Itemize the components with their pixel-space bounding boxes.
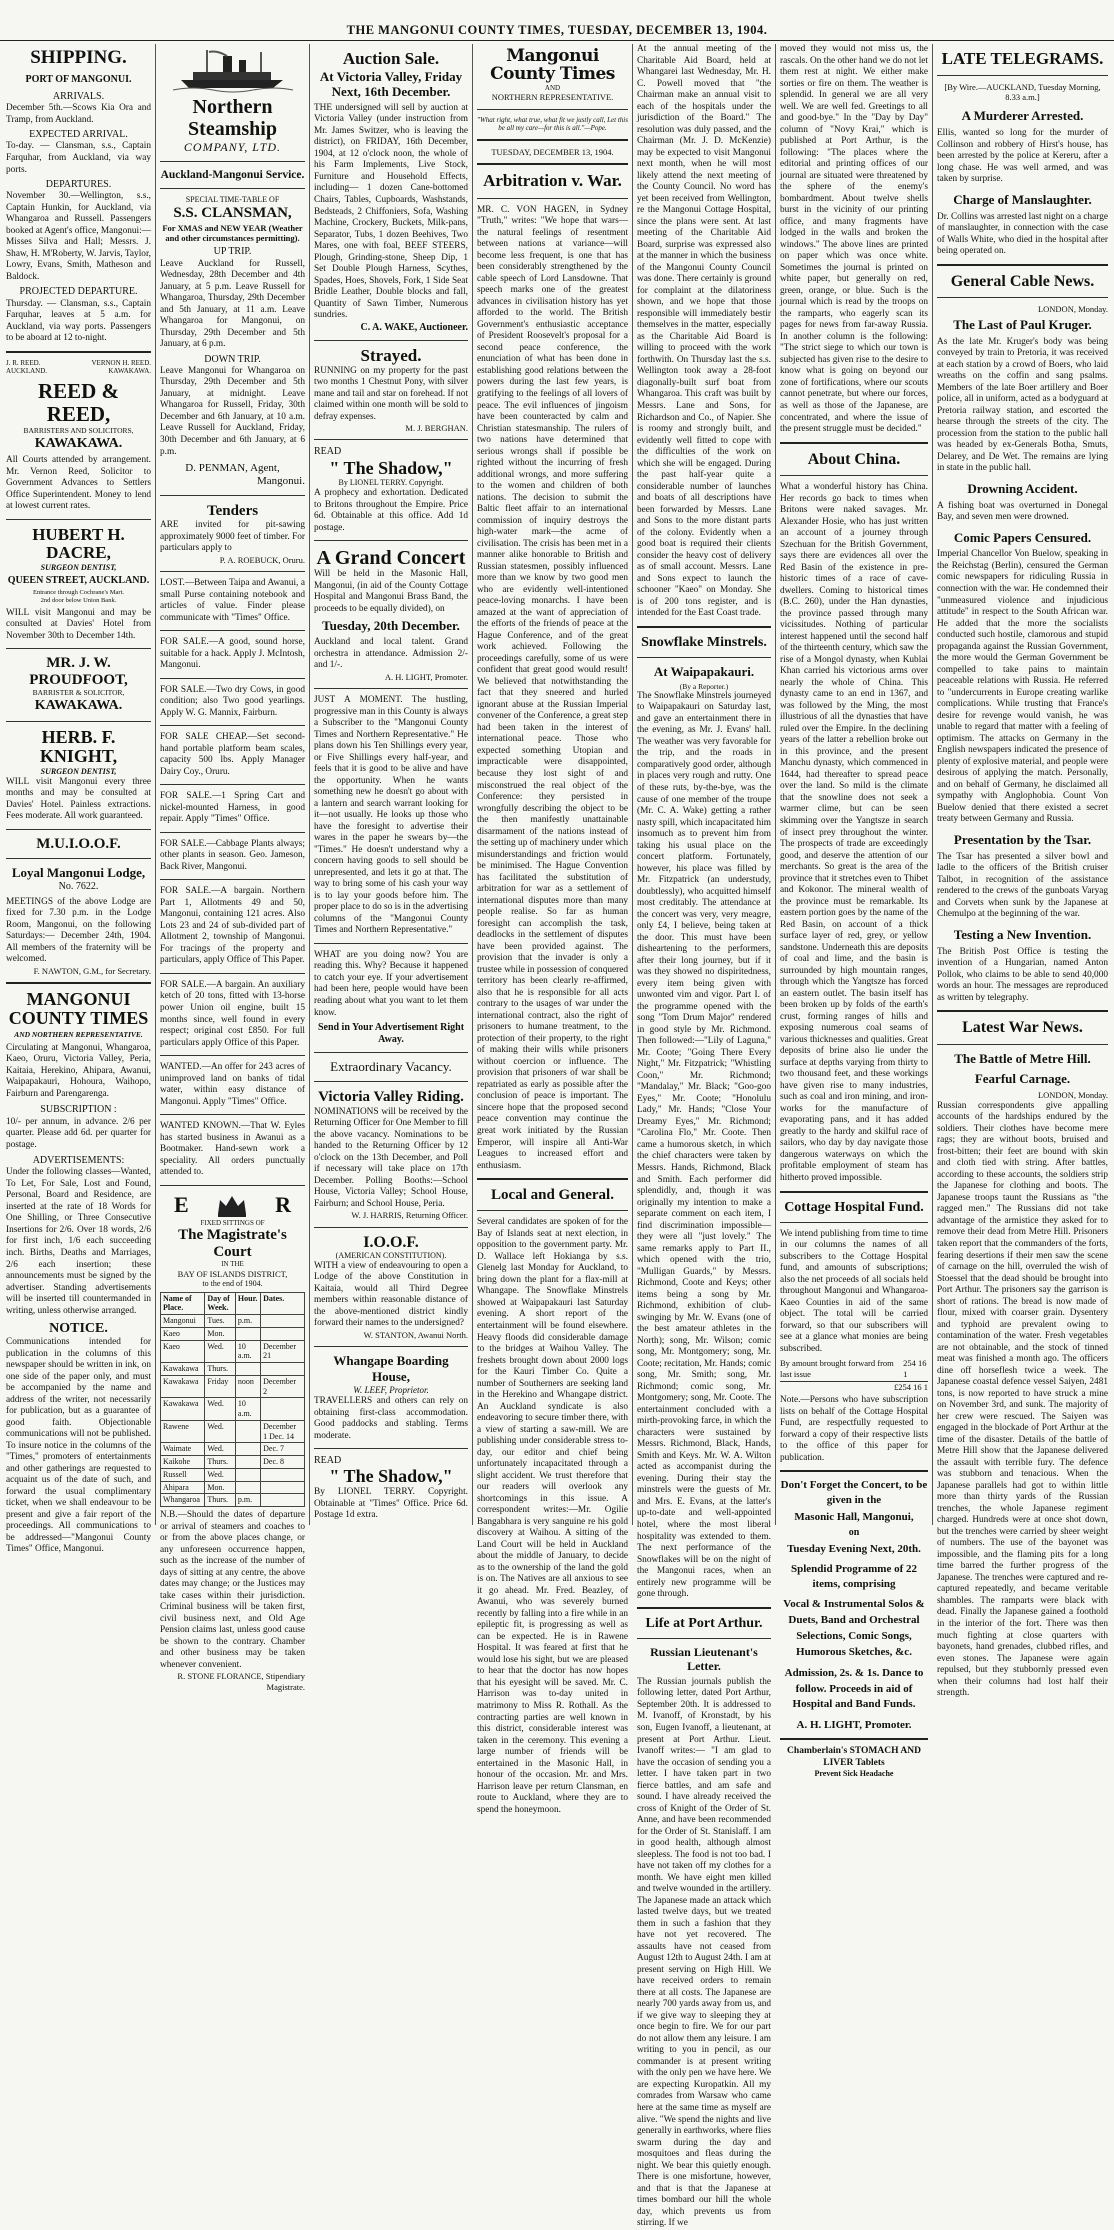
sittings-cell: Kawakawa — [161, 1375, 205, 1398]
sittings-cell: Wed. — [205, 1398, 236, 1421]
sale-ad-2: FOR SALE.—Two dry Cows, in good condition; also Two good yearlings. Apply W. G. Mannix, Fairburn. — [160, 684, 305, 718]
nameplate-subtitle: NORTHERN REPRESENTATIVE. — [491, 92, 614, 103]
sittings-cell: Ahipara — [161, 1481, 205, 1494]
knight-text: WILL visit Mangonui every three months and may be consulted at Davies' Hotel. Painless extractions. Fees moderate. All work guaranteed. — [6, 776, 151, 822]
sittings-cell — [261, 1398, 305, 1421]
column-3 — [310, 44, 472, 1525]
london-dateline-2: LONDON, Monday. — [1037, 1090, 1108, 1101]
firm-left: J. R. REED. — [6, 358, 41, 367]
lodge-title: Loyal Mangonui Lodge, — [11, 865, 146, 881]
cottage-forward-row — [780, 1358, 928, 1379]
war-news-title: Latest War News. — [962, 1019, 1083, 1037]
read-label-1: READ — [314, 446, 342, 458]
riding-sign: W. J. HARRIS, Returning Officer. — [351, 1210, 468, 1221]
lodge-sign: F. NAWTON, G.M., for Secretary. — [33, 965, 151, 976]
sittings-cell: Wed. — [205, 1420, 236, 1443]
auction-place: At Victoria Valley, Friday Next, 16th December. — [319, 68, 463, 100]
sittings-cell: p.m. — [235, 1494, 260, 1507]
sittings-cell: noon — [235, 1375, 260, 1398]
sittings-cell: December 2 — [261, 1375, 305, 1398]
arrivals-title: ARRIVALS. — [52, 91, 105, 103]
down-trip-title: DOWN TRIP. — [204, 353, 261, 365]
cottage-forward-amount: 254 16 1 — [903, 1358, 927, 1379]
dacre-sub: SURGEON DENTIST, — [40, 563, 117, 573]
promo-line-4: Tuesday Evening Next, 20th. — [787, 1542, 921, 1555]
departures-text: November 30.—Wellington, s.s., Captain Hunkin, for Auckland, via Whangaroa and Russell. Passengers booked at Agent's office, Mangonui:—Misses Silva and Hall; Messrs. J. Shaw, H. M'Roberty, W. Jarvis, Taylor, Lowry, Evans, Smith, Matheson and Baldock. — [6, 191, 151, 282]
promo-line-3: on — [848, 1527, 860, 1539]
arrivals-text: December 5th.—Scows Kia Ora and Tramp, from Auckland. — [6, 103, 151, 125]
column-1 — [2, 44, 155, 1555]
steamship-icon — [173, 46, 293, 94]
sittings-cell — [261, 1327, 305, 1340]
knight-sub: SURGEON DENTIST, — [40, 767, 117, 777]
proudfoot-title: MR. J. W. PROUDFOOT, — [29, 655, 128, 688]
late-telegrams-title: LATE TELEGRAMS. — [941, 49, 1104, 68]
sittings-cell: Wed. — [205, 1468, 236, 1481]
sittings-row — [161, 1494, 305, 1507]
moment-question: WHAT are you doing now? You are reading this. Why? Because it happened to catch your eye. If your advertisement had been here, people would have been reading about what you want to let them know. — [314, 949, 468, 1018]
strayed-sign: M. J. BERGHAN. — [405, 423, 468, 434]
lodge-text: MEETINGS of the above Lodge are fixed for 7.30 p.m. in the Lodge Room, Mangonui, on the following Saturdays:— December 24th, 1904. All members of the fraternity will be welcomed. — [6, 896, 151, 965]
comic-title: Comic Papers Censured. — [953, 529, 1092, 545]
timetable-title: SPECIAL TIME-TABLE OF — [185, 194, 280, 204]
masthead — [0, 0, 1114, 41]
sittings-cell — [261, 1363, 305, 1376]
sittings-cell: Kaikohe — [161, 1456, 205, 1469]
cottage-note: Note.—Persons who have subscription lists on behalf of the Cottage Hospital Fund, are respectfully requested to forward a copy of their respective lists to the office of this paper for publication. — [780, 1395, 928, 1463]
projected-title: PROJECTED DEPARTURE. — [19, 286, 138, 298]
iogf-sign: W. STANTON, Awanui North. — [363, 1330, 468, 1340]
tablets-ad-sub: Prevent Sick Headache — [814, 1769, 894, 1779]
firm-left-sub: AUCKLAND. — [6, 367, 48, 376]
sittings-cell: Tues. — [205, 1315, 236, 1328]
column-6 — [776, 44, 932, 1779]
column-5 — [633, 44, 775, 2229]
sittings-header-cell: Hour. — [235, 1292, 260, 1315]
murder-title: A Murderer Arrested. — [961, 108, 1084, 124]
sale-ad-3: FOR SALE CHEAP.—Set second-hand portable platform beam scales, capacity 500 lbs. Apply Manager Dairy Coy., Oruru. — [160, 732, 305, 777]
sittings-cell: 10 a.m. — [235, 1398, 260, 1421]
wanted-ad-2: WANTED KNOWN.—That W. Eyles has started business in Awanui as a Bootmaker. Hand-sewn work a speciality. All orders punctually attended to. — [160, 1121, 305, 1178]
column-2 — [156, 44, 309, 1692]
sittings-cell: Rawene — [161, 1420, 205, 1443]
auction-title: Auction Sale. — [342, 49, 440, 68]
hospital-text: At the annual meeting of the Charitable Aid Board, held at Whangarei last Wednesday, Mr. H. C. Powell moved that "the Chairman make an annual visit to each of the hospitals under the jurisdiction of the Board." The resolution was duly passed, and the Chairman (Mr. J. D. McKenzie) may be expected to visit Mangonui next month, when he will most likely attend the next meeting of the County Council. No word has yet been received from Wellington, re the Mangonui Cottage Hospital, since the plans were sent. At last meeting of the Charitable Aid Board, surprise was expressed also at the manner in which the business of the Mangonui County Council was done. There certainly is ground for complaint at the dilatoriness shown, and we hope that those responsible will immediately bestir themselves in the matter, especially as the Charitable Aid Board is willing to proceed with the work forthwith. On Thursday last the s.s. Wellington took away a 28-foot diagonally-built surf boat from Whangaroa. This craft was built by Messrs. Lane and Sons, for Richardson and Co., of Napier. She is roomy and strongly built, and evidently well fitted to cope with the difficulties of the work on which she will be engaged. During the past half-year quite a considerable number of launches and boats of all descriptions have been forwarded by Messrs. Lane and Sons to the more distant parts of the colony. Evidently when a good boat is required their clients consider the heavy cost of delivery as of small account. Messrs. Lane and Sons expect to launch the schooner "Kaeo" on Monday. She is of 200 tons register, and is intended for the East Coast trade. — [637, 44, 771, 619]
mct-text: Circulating at Mangonui, Whangaroa, Kaeo, Oruru, Victoria Valley, Peria, Kaitaia, Herekino, Ahipara, Awanui, Waipapakauri, Hohoura, Waihopo, Fairburn and Parengarenga. — [6, 1042, 151, 1099]
promo-line-6: Vocal & Instrumental Solos & Duets, Band and Orchestral Selections, Comic Songs, Humorous Sketches, &c. — [783, 1597, 925, 1658]
departures-title: DEPARTURES. — [45, 179, 112, 191]
company-subtitle: COMPANY, LTD. — [183, 140, 282, 154]
firm-right-sub: KAWAKAWA. — [108, 367, 151, 376]
column-7 — [933, 44, 1112, 1699]
comic-text: Imperial Chancellor Von Buelow, speaking in the Reichstag (Berlin), censured the German comic newspapers for ridiculing Russia in connection with the war. He condemned their "unmeasured violence and injudicious attitude" in respect to the South African war. He added that the more the socialists conducted such hostile, clamorous and stupid propaganda against the Russian Government, the more would the German Government be compelled to take pains to maintain peaceable relations with Russia. He referred to "undercurrents in Europe creating warlike complications. While trusting that France's desire for revenge would vanish, he was unable to regard that matter with a feeling of optimism. The attacks on Germany in the English newspapers indicated the presence of plenty of explosive material, and people were desirous of applying the match. Personally, and on behalf of Germany, he disclaimed all sympathy with Anglophobia. Count Von Buelow denied that there existed a secret treaty between Germany and Russia. — [937, 549, 1108, 825]
lost-ad: LOST.—Between Taipa and Awanui, a small Purse containing notebook and articles of value. Finder please communicate with "Times" Office. — [160, 578, 305, 623]
auction-text: THE undersigned will sell by auction at Victoria Valley (under instruction from Mr. James Switzer, who is leaving the district), on FRIDAY, 16th December, 1904, at 12 o'clock noon, the whole of his Farm Implements, Live Stock, Furniture and Household Effects, including— 1 dozen Cane-bottomed Chairs, Tables, Cupboards, Washstands, Bedsteads, 2 Chiffoniers, Sofa, Washing Machine, Crockery, Buckets, Milk-pans, Separator, Tubs, 1 dozen Beehives, Two Mares, one with foal, BEEF STEERS, Plough, Grinding-stone, Sheep Dip, 1 Set Double Plough Harness, Scythes, Spades, Hoes, Shovels, Fork, 1 Side Seat Bridle Leather, Double blocks and fall, Quantity of Sawn Timber, Numerous sundries. — [314, 102, 468, 321]
down-trip-text: Leave Mangonui for Whangaroa on Thursday, 29th December and 5th January, at midnight. Leave Whangaroa for Russell, Friday, 30th December and 6th January, at 10 a.m. Leave Russell for Auckland, Friday, 30th December and 6th January, at 6 p.m. — [160, 365, 305, 457]
sittings-cell: December 1 Dec. 14 — [261, 1420, 305, 1443]
dacre-text: WILL visit Mangonui and may be consulted at Davies' Hotel from November 30th to December 14th. — [6, 607, 151, 641]
strayed-text: RUNNING on my property for the past two months 1 Chestnut Pony, with silver mane and tail and star on forehead. If not claimed within one month will be sold to defray expenses. — [314, 365, 468, 422]
invention-text: The British Post Office is testing the invention of a Hungarian, named Anton Pollok, who claims to be able to send 40,000 words an hour. The messages are reproduced as written by telegraphy. — [937, 946, 1108, 1003]
expected-text: To-day. — Clansman, s.s., Captain Farquhar, from Auckland, via way ports. — [6, 141, 151, 175]
riding-title: Victoria Valley Riding. — [318, 1089, 464, 1106]
reed-sub: BARRISTERS AND SOLICITORS, — [23, 425, 134, 435]
royal-crest — [160, 1192, 305, 1219]
concert-title: A Grand Concert — [316, 547, 466, 570]
sittings-cell: Mon. — [205, 1481, 236, 1494]
projected-text: Thursday. — Clansman, s.s., Captain Farquhar, leaves at 5 a.m. for Auckland, via way ports. Passengers to be aboard at 12 to-night. — [6, 298, 151, 344]
concert-text-2: Auckland and local talent. Grand orchestra in attendance. Admission 2/- and 1/-. — [314, 637, 468, 671]
kruger-text: As the late Mr. Kruger's body was being conveyed by train to Pretoria, it was received at each station by a crowd of Boers, who laid wreaths on the coffin and sang psalms. Members of the late Boer artillery and Boer police, all in uniform, acted as a bodyguard at Pretoria railway station, and escorted the hearse through the streets of the city. The procession from the station to the public hall was headed by ex-Generals Botha, Smuts, Delarey, and De Wet. The remains are lying in state in the public hall. — [937, 336, 1108, 474]
sittings-row — [161, 1315, 305, 1328]
sale-ad-1: FOR SALE.—A good, sound horse, suitable for a hack. Apply J. McIntosh, Mangonui. — [160, 637, 305, 671]
sittings-cell: Wed. — [205, 1340, 236, 1363]
whangape-title: Whangape Boarding House, — [333, 1353, 449, 1385]
dacre-entrance: Entrance through Cochrane's Mart. — [32, 588, 125, 596]
riding-text: NOMINATIONS will be received by the Returning Officer for One Member to fill the above vacancy. Nominations to be handed to the Returning Officer by 12 o'clock on the 13th December, and Poll if necessary will take place on 17th December. Polling Booths:—School House, Victoria Valley; School House, Fairburn; and School House, Peria. — [314, 1106, 468, 1209]
sittings-note: N.B.—Should the dates of departure or arrival of steamers and coaches to or from the above places change, or any unforeseen occurrence happen, such as the increase of the number of days of sitting at any centre, the above dates may change; or the Justices may take cases within their jurisdiction. Criminal business will be taken first, civil business next, and Old Age Pension claims last, unless good cause be shown to the contrary. Chamber and other business may be taken whenever convenient. — [160, 1510, 305, 1670]
motto: "What right, what true, what fit we justly call, Let this be all my care—for this is all."—Pope. — [477, 115, 628, 133]
snowflake-title: Snowflake Minstrels. — [641, 634, 767, 650]
sittings-cell: Mangonui — [161, 1315, 205, 1328]
whangape-text: TRAVELLERS and others can rely on obtaining first-class accommodation. Good paddocks and stabling. Terms moderate. — [314, 1396, 468, 1441]
sittings-cell: Thurs. — [205, 1494, 236, 1507]
cottage-total: £254 16 1 — [780, 1381, 928, 1392]
sittings-row — [161, 1363, 305, 1376]
reed-place: KAWAKAWA. — [34, 435, 123, 451]
sittings-cell: Kawakawa — [161, 1398, 205, 1421]
mct-title: MANGONUI COUNTY TIMES — [8, 988, 149, 1028]
arbitration-title: Arbitration v. War. — [483, 171, 622, 190]
advertisements-title: ADVERTISEMENTS: — [32, 1155, 125, 1167]
auction-sign: C. A. WAKE, Auctioneer. — [360, 321, 468, 333]
whangape-subtitle: W. LEEF, Proprietor. — [353, 1385, 429, 1396]
proudfoot-sub: BARRISTER & SOLICITOR, — [32, 688, 125, 698]
port-arthur-continued: moved they would not miss us, the rascals. On the other hand we do not let them rest at night. We either make sorties or fire on them. The weather is splendid. In general we are all very well. We are well fed. Greetings to all and good-bye." In the "Day by Day" column of "Novy Krai," which is published at Port Arthur, is the following: "The places where the editorial and printing offices of our journal are situated were threatened by the sphere of the enemy's bombardment. About twelve shells burst in the vicinity of our printing office, and many fragments have lodged in the walls and broken the windows." The above lines are printed on paper which was once white. Sometimes the journal is printed on white paper, but generally on red, green, orange, or blue. Such is the journal which is read by the troops on the ramparts, who eagerly scan its pages for news from far-away Russia. In another column is the following: "The strict siege to which our town is subjected has given rise to the desire to know what is going on beyond our zone of fortifications, where our scouts cannot penetrate, but where our forces, as well as those of the Japanese, are concentrated, and where the issue of the present struggle must be decided." — [780, 44, 928, 435]
magistrate-in: IN THE — [221, 1260, 244, 1269]
sittings-cell: Kaeo — [161, 1340, 205, 1363]
sittings-cell: Mon. — [205, 1327, 236, 1340]
sittings-cell — [235, 1420, 260, 1443]
sittings-cell: Whangaroa — [161, 1494, 205, 1507]
sittings-header-cell: Day of Week. — [205, 1292, 236, 1315]
shadow-by-1: By LIONEL TERRY. Copyright. — [338, 478, 444, 488]
snowflake-by: (By a Reporter.) — [679, 681, 729, 691]
sittings-row — [161, 1443, 305, 1456]
cottage-text: We intend publishing from time to time in our columns the names of all subscribers to the Cottage Hospital fund, and amounts of subscriptions; also the net proceeds of all socials held throughout Mangonui and Whangaroa-Kaeo Counties in aid of the same object. The total will be carried forward, so that our subscribers will see at a glance what monies are being subscribed. — [780, 1228, 928, 1354]
sittings-cell — [235, 1363, 260, 1376]
sittings-cell: Wed. — [205, 1443, 236, 1456]
sittings-cell: Friday — [205, 1375, 236, 1398]
tenders-sign: P. A. ROEBUCK, Oruru. — [219, 554, 305, 565]
subscription-title: SUBSCRIPTION : — [40, 1104, 117, 1116]
dacre-floor: 2nd door below Union Bank. — [40, 596, 117, 604]
crest-letter-right: R — [275, 1191, 291, 1217]
sittings-row — [161, 1456, 305, 1469]
magistrate-end: to the end of 1904. — [202, 1278, 263, 1288]
dacre-address: QUEEN STREET, AUCKLAND. — [7, 574, 150, 586]
read-label-2: READ — [314, 1455, 342, 1467]
cable-title: General Cable News. — [950, 272, 1095, 290]
sittings-cell: Kaeo — [161, 1327, 205, 1340]
agent-place: Mangonui. — [257, 475, 305, 488]
sittings-sign: R. STONE FLORANCE, Stipendiary Magistrate. — [177, 1671, 305, 1692]
metre-hill-title: The Battle of Metre Hill. — [954, 1050, 1091, 1066]
sittings-row — [161, 1468, 305, 1481]
sittings-header-cell: Name of Place. — [161, 1292, 205, 1315]
ship-note: For XMAS and NEW YEAR (Weather and other circumstances permitting). — [162, 222, 303, 244]
sittings-row — [161, 1375, 305, 1398]
sittings-cell: p.m. — [235, 1315, 260, 1328]
dateline: TUESDAY, DECEMBER 13, 1904. — [491, 146, 614, 157]
reed-text: All Courts attended by arrangement. Mr. Vernon Reed, Solicitor to Government Advances to Settlers Office Superintendent. Money to lend at lowest current rates. — [6, 455, 151, 512]
promo-line-1: Don't Forget the Concert, to be given in the — [780, 1479, 928, 1506]
promo-line-2: Masonic Hall, Mangonui, — [794, 1511, 914, 1524]
nameplate-and: AND — [544, 83, 561, 92]
tenders-title: Tenders — [206, 502, 259, 519]
shadow-title-1: " The Shadow," — [329, 457, 453, 478]
charge-text: Dr. Collins was arrested last night on a charge of manslaughter, in connection with the case of Walls White, who died in the hospital after being operated on. — [937, 211, 1109, 257]
port-arthur-title: Life at Port Arthur. — [645, 1615, 763, 1631]
concert-text: Will be held in the Masonic Hall, Mangonui, (in aid of the County Cottage Hospital and Mangonui Brass Band, the proceeds to be equally divided), on — [314, 569, 468, 614]
column-4 — [473, 44, 632, 1815]
local-text: Several candidates are spoken of for the Bay of Islands seat at next election, in opposition to the government party. Mr. D. Wallace left Hokianga by s.s. Glenelg last Monday for Auckland, to bring down the plant for a flax-mill at Whangape. The Snowflake Minstrels showed at Waipapakauri last Saturday evening. A short report of the entertainment will be found elsewhere. Heavy floods did considerable damage to the bridges at Waihou Valley. The freshets brought down about 2000 logs for the Kauri Timber Co. Quite a number of Southerners are seeking land in the Herekino and Whangape district. An Auckland syndicate is also endeavoring to secure timber there, with a view of starting a saw-mill. We are publishing under considerable stress to-day, our editor and chief being unfortunately incapacitated through a slight accident. We trust therefore that our readers will overlook any shortcomings in this issue. A correspondent writes:—Mr. Ogilie Bangabhara is very sanguine re his gold discovery at Waihou. A sitting of the Land Court will be held in Auckland about the middle of January, to decide as to the ownership of the land the gold is on. The Natives are all anxious to see it go ahead. Mr. Fred. Beazley, of Awanui, who was severely burned recently by falling into a fire while in an epileptic fit, is progressing as well as can be expected. He is in Rawene Hospital. It was feared at first that he would lose his sight, but we are pleased to hear that the doctor has now hopes that his eyesight will be saved. Mr. C. Harrison was to-day united in matrimony to Miss R. Rothall. As the contracting parties are well known in this district, considerable interest was taken in the ceremony. This evening a large number of friends will be entertained in the Masonic Hall, in honour of the occasion. Mr. and Mrs. Harrison leave per return Clansman, en route to Auckland, where they are to spend the honeymoon. — [477, 1217, 628, 1815]
sittings-cell — [261, 1468, 305, 1481]
company-title: Northern Steamship — [188, 96, 277, 140]
firm-names — [6, 359, 151, 376]
sittings-row — [161, 1327, 305, 1340]
strayed-title: Strayed. — [360, 345, 422, 365]
presentation-text: The Tsar has presented a silver bowl and ladle to the officers of the British cruiser Talbot, in recognition of the assistance rendered to the crews of the gunboats Varyag and Corvets when sunk by the Japanese at Chemulpo at the beginning of the war. — [937, 851, 1108, 920]
sittings-cell — [261, 1494, 305, 1507]
murder-text: Ellis, wanted so long for the murder of Collinson and robbery of Hirst's house, has been arrested by the police at Kereru, after a long chase. He was well armed, and was taken by surprise. — [937, 128, 1108, 185]
iogf-subtitle: (AMERICAN CONSTITUTION). — [335, 1251, 447, 1261]
cottage-title: Cottage Hospital Fund. — [784, 1199, 924, 1215]
sittings-cell: Waimate — [161, 1443, 205, 1456]
concert-sign: A. H. LIGHT, Promoter. — [384, 671, 468, 682]
port-arthur-text: The Russian journals publish the following letter, dated Port Arthur, September 20th. It is addressed to M. Ivanoff, of Kronstadt, by his son, Eugen Ivanoff, a lieutenant, at present at Port Arthur. Lieut. Ivanoff writes:— "I am glad to have the occasion of sending you a letter. I have taken part in two fierce battles, and am safe and sound. I have already received the cross of Knight of the Order of St. Anne, and have been recommended for the Order of St. Stanislaff. I am in good health, although almost sleepless. The food is not too bad. I have not taken off my clothes for a month. We have eight men killed and twelve wounded in the artillery. The Japanese made an attack which lasted twelve days, but we treated them in such a fashion that they have not yet recovered. The assaults have not ceased from August 12th to August 24th. I am at present serving on High Hill. We have received orders to remain there at all costs. The Japanese are nearly 700 yards away from us, and if we give way to sleeping they at once begin to fire. We for our part do not allow them any leisure. I am writing to you in pencil, as our commander is at present writing with the only pen we have here. We are expecting Kuropatkin. All my comrades from Warsaw who came here at the same time as myself are alive. "We spend the nights and live generally in earthworks, where flies swarm during the day and mosquitoes and fleas during the night. We bear this quietly enough. There is one misfortune, however, and that is that the Japanese at times bombard our hill the whole day, which prevents us from stirring. If we — [637, 1676, 771, 2229]
proudfoot-place: KAWAKAWA. — [34, 698, 123, 714]
china-text: What a wonderful history has China. Her records go back to times when Britons were naked savages. Mr. Alexander Hosie, who has just written an account of a journey through Szechuan for the British Government, says there are evidences all over the Red Basin of the existence in pre-historic times of a race of cave-dwellers. Coming to historical times (B.C. 260), under the Han dynasties, the province passed through many vicissitudes. Nothing of particular interest happened until the second half of the thirteenth century, which saw the rise of a Mongol dynasty, when Kublai Khan carried his victorious arms over nearly the whole of China. This dynasty came to an end in 1367, and was followed by the Ming, the most illustrious of all the dynasties that have ruled over the Empire. In the declining years of the latter a rebellion broke out in this province, and the present Manchu dynasty, which commenced in 1644, had thereafter to spread peace over the land. So mild is the climate that the snowline does not seek a warmer clime, but can be seen skimming over the Yangtsze in search of insect prey throughout the winter. The prospects of trade are exceedingly good, and deserve the attention of our merchants. So great is the area of the province that it stretches even to Thibet and Kokonor. The mineral wealth of the province must be remarkable. Its eastern portion goes by the name of the Red Basin, on account of a thick surface layer of red, grey, or yellow sandstone. Underneath this are deposits of coal and lime, and the basin is surrounded by high mountain ranges, through which the Yangtsze has forced an eastern outlet. The basin itself has been broken up by folds of the earth's crust, forming ranges of hills and exposing numerous coal seams of various thicknesses and qualities. Great deposits of brine also lie under the surface at depths varying from thirty to two thousand feet, and these workings have given rise to many industries, such as coal and iron mining, and iron-works for the manufacture of evaporating pans, and it has added greatly to the hardy and skilful race of sailors, who day by day navigate those dangerous waterways on which the profitable employment of steam has hitherto proved impossible. — [780, 482, 928, 1183]
snowflake-text: The Snowflake Minstrels journeyed to Waipapakauri on Saturday last, and gave an entertainment there in the evening, as Mr. J. Evans' hall. The weather was very favorable for the trip, and the roads in comparatively good order, although in places very rough and rutty. One of these ruts, by-the-bye, was the cause of one member of the troupe (Mr. C. A. Wake) getting a rather nasty spill, which incapacitated him insomuch as to prevent him from taking his usual place on the concert platform. Fortunately, however, his place was filled by Mr. Fitzpatrick (an understudy, doubtlessly), who acquitted himself most creditably. The attendance at the concert was very, very meagre, only £4, I believe, being taken at the door. This must have been disheartening to the performers, after their long journey, but if it was they showed no dispiritedness, every item being given with unwonted vim and vigor. Part I. of the programme opened with the song "Tom Drum Major" rendered in good style by Mr. Richmond. Then followed:—"Lily of Laguna," Mr. Coote; "Going There Every Night," Mr. Fitzpatrick; "Whistling Coon," Mr. Richmond; "Mandalay," Mr. Black; "Goo-goo Eyes," Mr. Coote; "Honolulu Lady," Mr. Hands; "Close Your Dreamy Eyes," Mr. Richmond; "Carolina Flo," Mr. Coote. Then came a humorous sketch, in which the chief characters were taken by Messrs. Hands, Richmond, Black and Smith. Each performer did splendidly, and, though it was originally my intention to make a separate comment on each item, I find discrimination impossible—they were all "just lovely." The same remarks apply to Part II., which opened with the trio, "Mulligan Guards," by Messrs. Richmond, Coote and Keys; other items being a song by Mr. Richmond, exhibition of club-swinging by Mr. W. Evans (one of the best amateur athletes in the North); song, Mr. Wilson; comic song, Mr. Montgomery; song, Mr. Coote; recitation, Mr. Hands; comic song, Mr. Smith; song, Mr. Richmond; comic song, Mr. Montgomery; song, Mr. Coote. The entertainment concluded with a mirth-provoking farce, in which the characters were sustained by Messrs. Richmond, Black, Hands, Smith and Keys. Mr. W. A. Wilton acted as accompanist during the evening. During their stay the minstrels were the guests of Mr. and Mrs. E. Evans, at the latter's up-to-date and well-appointed hotel, where the most liberal hospitality was extended to them. The next performance of the Snowflakes will be on the night of the Mangonui races, when an entirely new programme will be gone through. — [637, 690, 771, 1600]
sittings-cell: Thurs. — [205, 1456, 236, 1469]
shadow-title-2: " The Shadow," — [329, 1466, 453, 1487]
magistrate-title: The Magistrate's Court — [178, 1227, 287, 1260]
carnage-title: Fearful Carnage. — [974, 1070, 1071, 1086]
drowning-title: Drowning Accident. — [967, 480, 1078, 496]
tenders-text: ARE invited for pit-sawing approximately 9000 feet of timber. For particulars apply to — [160, 520, 305, 554]
sittings-cell: Russell — [161, 1468, 205, 1481]
iogf-text: WITH a view of endeavouring to open a Lodge of the above Constitution in Kaitaia, would all Third Degree members within reasonable distance of the above-mentioned district kindly forward their names to the undersigned? — [314, 1260, 468, 1329]
sittings-row — [161, 1398, 305, 1421]
reed-title: REED & REED, — [37, 378, 120, 426]
sittings-cell — [261, 1481, 305, 1494]
subscription-text: 10/- per annum, in advance. 2/6 per quarter. Please add 6d. per quarter for postage. — [6, 1116, 151, 1150]
wanted-ad-1: WANTED.—An offer for 243 acres of unimproved land on banks of tidal water, within easy distance of Mangonui. Apply "Times" Office. — [160, 1062, 305, 1107]
invention-title: Testing a New Invention. — [953, 926, 1092, 942]
moment-close: Send in Your Advertisement Right Away. — [317, 1022, 465, 1046]
local-title: Local and General. — [491, 1187, 614, 1204]
sale-ad-5: FOR SALE.—Cabbage Plants always; other plants in season. Geo. Jameson, Back River, Mangonui. — [160, 838, 305, 872]
shadow-text-1: A prophecy and exhortation. Dedicated to Britons throughout the Empire. Price 6d. Obtainable at this office. Add 1d postage. — [314, 488, 468, 533]
shadow-text-2: By LIONEL TERRY. Copyright. Obtainable at "Times" Office. Price 6d. Postage 1d extra. — [314, 1487, 468, 1521]
sale-ad-7: FOR SALE.—A bargain. An auxiliary ketch of 20 tons, fitted with 13-horse power Union oil engine, built 15 months since, well found in every respect; original cost £850. For full particulars apply Office of this Paper. — [160, 979, 305, 1048]
china-title: About China. — [807, 450, 901, 468]
drowning-text: A fishing boat was overturned in Donegal Bay, and seven men were drowned. — [937, 500, 1108, 523]
war-text: Russian correspondents give appalling accounts of the hardships endured by the soldiers. Their clothes have become mere rags; they are without boots, bruised and frost-bitten; their feet are bound with skin and cloth tied with string. After battles, according to these accounts, the soldiers strip the Japanese for clothing and boots. The Japanese troops taunt the Russians as "the ragged men." The Russians did not take advantage of the armistice they asked for to remove their dead from Metre Hill. Prisoners taken report that the commanders of the forts, fearing desertions if their men saw the scene of carnage on the hill, overruled the wish of Stoessel that the dead should be brought into Port Arthur. The prisoners say the garrison is short of rations. The bread is now made of flour, mixed with coarser grain. Dysentery and typhoid are prevalent owing to contamination of the water. Fresh vegetables are not obtainable, and the stock of tinned meat was finished a month ago. The officers dine off horseflesh twice a week. The Japanese coastal defence vessel Saiyen, 2481 tons, is now reported to have struck a mine on November 3rd, and sunk. The majority of her crew were rescued. The Saiyen was engaged in the blockade of Port Arthur at the time of the disaster. Details of the battle of Metre Hill show that the Japanese delivered the assault with terrible fury. The defence was stubborn and tenacious. When the Japanese parallels had got to within little more than thirty yards of the Russian trenches, the whole Japanese regiment charged. Hundreds were at once shot down, but the trenches were carried by sheer weight of numbers. The use of the bayonet was impossible, and the flaming pits for a long time barred the further progress of the Japanese. The trenches were captured and re-captured repeatedly, and became veritable shambles. The ramparts were black with dead. Finally the Japanese gained a foothold in the interior of the fort. There was then much fighting at close quarters with bayonets, hand grenades, clubbed rifles, and even stones. The Japanese were again repulsed, but they stubbornly pressed even when their columns had lost half their strength. — [937, 1100, 1108, 1699]
expected-title: EXPECTED ARRIVAL. — [29, 129, 128, 141]
notice-text: Communications intended for publication in the columns of this newspaper should be written in ink, on one side of the paper only, and must be accompanied by the name and address of the writer, not necessarily for publication, but as a guarantee of good faith. Objectionable communications will not be published. To insure notice in the columns of the "Times," promoters of entertainments and other gatherings are requested to acquaint us of the date of such, and forward the usual complimentary ticket, when we shall endeavour to be present and give a fair report of the proceedings. All communications to be addressed—"Mangonui County Times" Office, Mangonui. — [6, 1337, 151, 1555]
sittings-cell — [235, 1456, 260, 1469]
magistrate-pre: FIXED SITTINGS OF — [200, 1218, 265, 1227]
iogf-title: I.O.O.F. — [363, 1233, 419, 1251]
cottage-forward-label: By amount brought forward from last issue — [780, 1358, 894, 1379]
magistrate-district: BAY OF ISLANDS DISTRICT, — [177, 1268, 288, 1279]
sittings-cell: 10 a.m. — [235, 1340, 260, 1363]
up-trip-text: Leave Auckland for Russell, Wednesday, 28th December and 4th January, at 5 p.m. Leave Russell for Whangaroa, Thursday, 29th December and 5th January, at 11 a.m. Leave Whangaroa for Mangonui, on Thursday, 29th December and 5th January, at 6 p.m. — [160, 258, 305, 350]
sittings-cell: Thurs. — [205, 1363, 236, 1376]
sale-ad-4: FOR SALE.—1 Spring Cart and nickel-mounted Harness, in good repair. Apply "Times" Office. — [160, 791, 305, 825]
firm-right: VERNON H. REED. — [91, 358, 151, 367]
sittings-cell — [235, 1468, 260, 1481]
moment-text: JUST A MOMENT. The hustling, progressive man in this County is always a Subscriber to the "Mangonui County Times and Northern Representative." He plans down his Ten Shillings every year, or Five Shillings every half-year, and feels that it is good to be alive and have the opportunity. When he wants something new he doesn't go about with a lantern and search warrant looking for it—not usually. He looks up those who have the foresight to advertise their wares in the paper he swears by—the "Times." He doesn't understand why a concern having goods to sell should be unrepresented, and lets it go at that. The way to bring some of his cash your way is to lay your goods before him. The proper place to do so is in the advertising columns of the "Mangonui County Times and Northern Representative." — [314, 695, 468, 936]
london-dateline-1: LONDON, Monday. — [1037, 304, 1108, 315]
charge-title: Charge of Manslaughter. — [953, 191, 1092, 207]
concert-date: Tuesday, 20th December. — [322, 618, 460, 634]
muiof-title: M.U.I.O.O.F. — [36, 835, 121, 852]
sittings-cell — [235, 1327, 260, 1340]
nameplate: Mangonui County Times — [490, 46, 615, 84]
up-trip-title: UP TRIP. — [213, 246, 252, 258]
shipping-title: SHIPPING. — [30, 47, 127, 68]
promo-line-5: Splendid Programme of 22 items, comprising — [791, 1563, 917, 1590]
sittings-row — [161, 1340, 305, 1363]
sittings-cell — [235, 1443, 260, 1456]
agent-name: D. PENMAN, Agent, — [185, 462, 280, 475]
sittings-cell — [235, 1481, 260, 1494]
sittings-cell — [261, 1315, 305, 1328]
arbitration-text: MR. C. VON HAGEN, in Sydney "Truth," writes: "We hope that wars—the natural feelings of resentment between nations at variance—will become less frequent, is one that has been considerably strengthened by the cable speech of Lord Lansdowne. That speech marks one of the greatest advances in civilisation history has yet afforded to the world. The British Government's enthusiastic acceptance of President Roosevelt's proposal for a second peace conference, the enunciation of what has been done in establishing good relations between the powers during the last few years, is gratifying to the feelings of all lovers of peace. The evil influences of jingoism have been counteracted by calm and Christian statesmanship. The rulers of two nations have determined that serious wrongs shall if possible be righted without the incurring of fresh additional wrongs, and more suffering to the women and children of both nations. The decision to submit the Baltic fleet affair to an international commission of inquiry destroys the high-water mark—the acme of civilisation. The crisis has been met in a manner alike honorable to British and Russian statesmen, possibly influenced more than we know by two good men who are evidently well-intentioned peace-loving monarchs. I have been amazed at the want of appreciation of the efforts of the friends of peace at the Hague Conference, and of the great work achieved. Following the proceedings carefully, some of us were confident that great good would result! We believed that notwithstanding the fact that they sneered and hurled ignorant abuse at the Russian Imperial convener of the Conference, a great step had been taken in the interest of international peace. Those who expected something Utopian and impracticable were disappointed, because they lost sight of and misconstrued the real object of the Conference: they persisted in wrongfully describing the object to be the then manifestly unattainable disarmament of the nations instead of the setting up of machinery under which misunderstandings and friction would be minimised. The Hague Convention has facilitated the substitution of arbitration for war as a settlement of international disputes more than many people realise. So far as human foresight can accomplish the task, deadlocks in the settlement of disputes have been provided against. The provision that the invader is only a trustee while in possession of conquered territory has been clearly re-affirmed, also that he is responsible for all acts contrary to the usages of war under the international contract, also the right of prisoners to humane treatment, to the protection of their property, to the right of making their wills while prisoners without coercion or influence. The provision that prisoners of war shall be repatriated as early as possible after the conclusion of peace is important. The sincere hope that the proposed second peace convention may continue the great work initiated by the Russian Emperor, will inspire all Anti-War Leagues to increased effort and enthusiasm. — [477, 204, 628, 1171]
snowflake-place: At Waipapakauri. — [653, 663, 755, 679]
sale-ad-6: FOR SALE.—A bargain. Northern Part 1, Allotments 49 and 50, Mangonui, containing 121 acres. Also Lots 23 and 24 of sub-divided part of Allotment 2, township of Mangonui. For tracings of the property and particulars, apply Office of This Paper. — [160, 886, 305, 966]
promo-line-7: Admission, 2s. & 1s. Dance to follow. Proceeds in aid of Hospital and Band Funds. — [784, 1667, 924, 1711]
promo-sign: A. H. LIGHT, Promoter. — [796, 1718, 912, 1731]
tablets-ad: Chamberlain's STOMACH AND LIVER Tablets — [787, 1746, 921, 1768]
presentation-title: Presentation by the Tsar. — [953, 831, 1092, 847]
ship-name: S.S. CLANSMAN, — [173, 205, 292, 222]
knight-title: HERB. F. KNIGHT, — [39, 726, 118, 767]
sittings-cell: Dec. 8 — [261, 1456, 305, 1469]
vacancy-title: Extraordinary Vacancy. — [330, 1059, 452, 1075]
notice-title: NOTICE. — [49, 1321, 108, 1337]
sittings-row — [161, 1481, 305, 1494]
sittings-cell: Kawakawa — [161, 1363, 205, 1376]
service-title: Auckland-Mangonui Service. — [160, 168, 305, 181]
crest-letter-left: E — [174, 1191, 189, 1217]
mct-subtitle: AND NORTHERN REPRESENTATIVE. — [14, 1029, 143, 1039]
sittings-row — [161, 1420, 305, 1443]
late-telegrams-by: [By Wire.—AUCKLAND, Tuesday Morning, 8.33 a.m.] — [944, 81, 1101, 103]
advertisements-text: Under the following classes—Wanted, To Let, For Sale, Lost and Found, Personal, Board and Residence, are inserted at the rate of 18 Words for One Shilling, or Three Consecutive Insertions for 2/6. Over 18 words, 2/6 for first inch, 1/6 each succeeding inch. Births, Deaths and Marriages, 2/6 each insertion; these announcements must be signed by the advertiser. Standing advertisements will be inserted till countermanded in writing, unless otherwise arranged. — [6, 1167, 151, 1316]
sittings-cell: December 21 — [261, 1340, 305, 1363]
sittings-table — [160, 1292, 305, 1508]
port-title: PORT OF MANGONUI. — [25, 73, 132, 85]
dacre-title: HUBERT H. DACRE, — [32, 524, 125, 563]
lodge-number: No. 7622. — [58, 881, 99, 893]
sittings-header-cell: Dates. — [261, 1292, 305, 1315]
sittings-cell: Dec. 7 — [261, 1443, 305, 1456]
kruger-title: The Last of Paul Kruger. — [953, 316, 1092, 332]
port-arthur-subtitle: Russian Lieutenant's Letter. — [650, 1644, 758, 1674]
crown-icon — [215, 1192, 249, 1218]
masthead-title: THE MANGONUI COUNTY TIMES, TUESDAY, DECEMBER 13, 1904. — [346, 23, 768, 37]
